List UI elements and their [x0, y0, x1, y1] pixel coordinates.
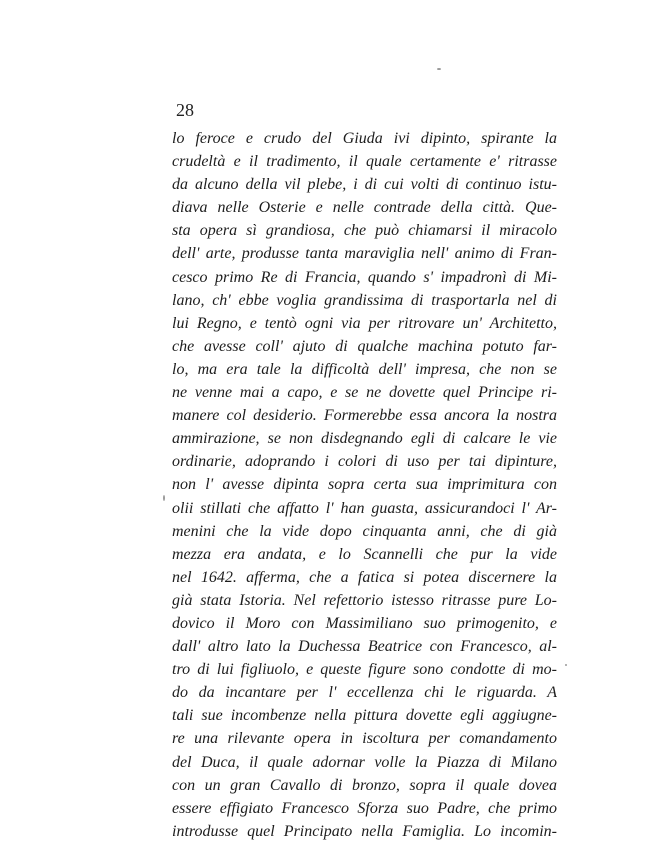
text-line: ordinarie, adoprando i colori di uso per tai dipinture, — [172, 453, 557, 471]
text-line: lano, ch' ebbe voglia grandissima di trasportarla nel di — [172, 291, 557, 309]
text-line: dall' altro lato la Duchessa Beatrice con Francesco, al- — [172, 638, 557, 656]
text-line: do da incantare per l' eccellenza chi le riguarda. A — [172, 684, 557, 702]
text-line: lui Regno, e tentò ogni via per ritrovare un' Architetto, — [172, 314, 557, 332]
text-line: non l' avesse dipinta sopra certa sua imprimitura con — [172, 476, 557, 494]
page-number: 28 — [176, 100, 194, 120]
text-line: tali sue incombenze nella pittura dovette egli aggiugne- — [172, 707, 557, 725]
text-line: dell' arte, produsse tanta maraviglia nell' animo di Fran- — [172, 245, 557, 263]
text-line: re una rilevante opera in iscoltura per comandamento — [172, 730, 557, 748]
text-line: da alcuno della vil plebe, i di cui volti di continuo istu- — [172, 176, 557, 194]
paper-speck — [565, 664, 567, 666]
text-line: tro di lui figliuolo, e queste figure sono condotte di mo- — [172, 661, 557, 679]
paper-speck — [437, 68, 441, 70]
text-line: mezza era andata, e lo Scannelli che pur la vide — [172, 545, 557, 563]
text-line: introdusse quel Principato nella Famiglia. Lo incomin- — [172, 822, 557, 840]
text-line: ammirazione, se non disdegnando egli di calcare le vie — [172, 430, 557, 448]
text-line: del Duca, il quale adornar volle la Piazza di Milano — [172, 753, 557, 771]
text-line: crudeltà e il tradimento, il quale certamente e' ritrasse — [172, 153, 557, 171]
body-text — [172, 127, 557, 843]
text-line: già stata Istoria. Nel refettorio istesso ritrasse pure Lo- — [172, 591, 557, 609]
text-line: sta opera sì grandiosa, che può chiamarsi il miracolo — [172, 222, 557, 240]
text-line: nel 1642. afferma, che a fatica si potea discernere la — [172, 568, 557, 586]
text-line: dovico il Moro con Massimiliano suo primogenito, e — [172, 614, 557, 632]
text-line: olii stillati che affatto l' han guasta, assicurandoci l' Ar- — [172, 499, 557, 517]
text-line: ne venne mai a capo, e se ne dovette quel Principe ri- — [172, 384, 557, 402]
text-line: lo, ma era tale la difficoltà dell' impresa, che non se — [172, 360, 557, 378]
text-line: essere effigiato Francesco Sforza suo Padre, che primo — [172, 799, 557, 817]
paper-speck — [163, 495, 165, 501]
text-line: cesco primo Re di Francia, quando s' impadronì di Mi- — [172, 268, 557, 286]
text-line: con un gran Cavallo di bronzo, sopra il quale dovea — [172, 776, 557, 794]
text-line: menini che la vide dopo cinquanta anni, che di già — [172, 522, 557, 540]
text-line: lo feroce e crudo del Giuda ivi dipinto, spirante la — [172, 130, 557, 147]
text-line: manere col desiderio. Formerebbe essa ancora la nostra — [172, 407, 557, 425]
text-line: che avesse coll' ajuto di qualche machina potuto far- — [172, 337, 557, 355]
text-line: diava nelle Osterie e nelle contrade della città. Que- — [172, 199, 557, 217]
